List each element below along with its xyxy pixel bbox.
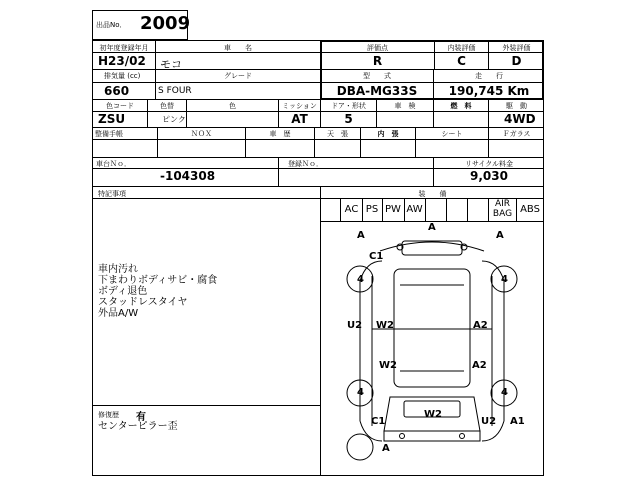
mark-spare-tire: A <box>382 443 390 454</box>
equip-ac: AC <box>344 204 359 215</box>
color-code-label: 色コード <box>106 102 134 110</box>
mark-rear-right-quarter: A1 <box>510 416 525 427</box>
mark-front-left-corner: A <box>357 230 365 241</box>
recycle-value: 9,030 <box>470 169 508 183</box>
score-label: 評価点 <box>367 44 388 52</box>
mark-tire-rear-right: 4 <box>501 387 508 398</box>
remark-line: 下まわりボディサビ・腐食 <box>98 275 218 286</box>
transmission-label: ミッション <box>282 102 317 110</box>
sunroof-label: 天 張 <box>327 130 348 138</box>
equip-aw: AW <box>406 204 423 215</box>
remarks-label: 特記事項 <box>98 190 126 198</box>
fuel-label: 燃 料 <box>450 102 472 110</box>
right-side-outline <box>492 276 504 426</box>
interior-value: C <box>457 54 466 68</box>
mileage-label: 走 行 <box>475 72 503 80</box>
mark-rear-left-corner: C1 <box>371 416 386 427</box>
equip-ps: PS <box>365 204 379 215</box>
mark-rear-right-door: A2 <box>472 360 487 371</box>
interior-work-label: 内 張 <box>377 130 399 138</box>
exterior-label: 外装評価 <box>502 44 531 52</box>
seat-label: シート <box>441 130 463 138</box>
cabin-outline <box>394 269 470 387</box>
mark-tire-front-right: 4 <box>501 274 508 285</box>
displacement-value: 660 <box>104 84 130 98</box>
score-value: R <box>372 54 383 68</box>
equip-airbag: AIR BAG <box>492 199 513 219</box>
door-shape-value: 5 <box>344 112 353 126</box>
glass-label: Ｆガラス <box>502 130 531 138</box>
left-side-outline <box>360 276 372 426</box>
mark-rear-left-door: W2 <box>379 360 397 371</box>
equipment-label: 装 備 <box>418 190 447 198</box>
nox-label: ＮＯＸ <box>191 130 212 138</box>
mark-roof-top: A <box>428 222 436 233</box>
remarks-list <box>98 264 217 319</box>
inspection-label: 車 検 <box>394 102 416 110</box>
first-reg-label: 初年度登録年月 <box>99 44 149 52</box>
remark-line: 外品A/W <box>98 308 139 319</box>
repair-value: 有 <box>136 412 146 423</box>
mark-tire-rear-left: 4 <box>357 387 364 398</box>
color-code-value: ZSU <box>98 112 126 126</box>
drive-label: 駆 動 <box>506 102 527 110</box>
mark-rear-bumper: W2 <box>424 409 442 420</box>
repair-label: 修復歴 <box>98 411 119 419</box>
recycle-label: リサイクル料金 <box>464 160 514 168</box>
model-value: DBA-MG33S <box>336 84 418 98</box>
chassis-label: 車台Ｎｏ． <box>96 160 131 168</box>
repair-note: センターピラー歪 <box>98 421 178 432</box>
equip-pw: PW <box>385 204 401 215</box>
rear-light-left <box>400 434 405 439</box>
lot-number: 2009 <box>140 13 191 34</box>
transmission-value: AT <box>291 112 308 126</box>
drive-value: 4WD <box>504 112 536 126</box>
equip-abs: ABS <box>520 204 540 215</box>
door-shape-label: ドア・形状 <box>331 102 366 110</box>
mileage-value: 190,745 Km <box>448 84 530 98</box>
mark-front-left-fender: C1 <box>369 251 384 262</box>
maintenance-label: 整備手帳 <box>95 130 123 138</box>
chassis-value: -104308 <box>160 169 216 183</box>
model-label: 型 式 <box>363 72 391 80</box>
mark-rear-right-corner: U2 <box>481 416 497 427</box>
rear-bumper-outline <box>384 431 480 441</box>
car-name-label: 車 名 <box>224 44 252 52</box>
color-group-label: 色替 <box>160 102 174 110</box>
remark-line: スタッドレスタイヤ <box>98 297 188 308</box>
mark-front-right-door: A2 <box>473 320 488 331</box>
remark-line: ボディ退色 <box>98 286 148 297</box>
lot-label: 出品No． <box>96 21 127 29</box>
mark-left-side-sill: U2 <box>347 320 363 331</box>
remark-line: 車内汚れ <box>98 264 138 275</box>
grade-value: S FOUR <box>158 86 192 96</box>
mark-front-left-door: W2 <box>376 320 394 331</box>
history-label: 車 歴 <box>269 130 291 138</box>
mark-tire-front-left: 4 <box>357 274 364 285</box>
spare-tire-circle <box>347 434 373 460</box>
interior-label: 内装評価 <box>447 44 476 52</box>
color-label: 色 <box>229 102 236 110</box>
rear-light-right <box>460 434 465 439</box>
mark-front-right-corner: A <box>496 230 504 241</box>
first-reg-value: H23/02 <box>98 54 146 68</box>
car-damage-diagram <box>320 221 544 476</box>
front-bumper-outline <box>380 242 484 251</box>
exterior-value: D <box>511 54 522 68</box>
grade-label: グレード <box>224 72 252 80</box>
color-value: ピンク <box>162 115 186 124</box>
displacement-label: 排気量 (cc) <box>104 72 141 80</box>
registration-label: 登録Ｎｏ． <box>288 160 323 168</box>
car-name-value: モコ <box>160 58 182 71</box>
